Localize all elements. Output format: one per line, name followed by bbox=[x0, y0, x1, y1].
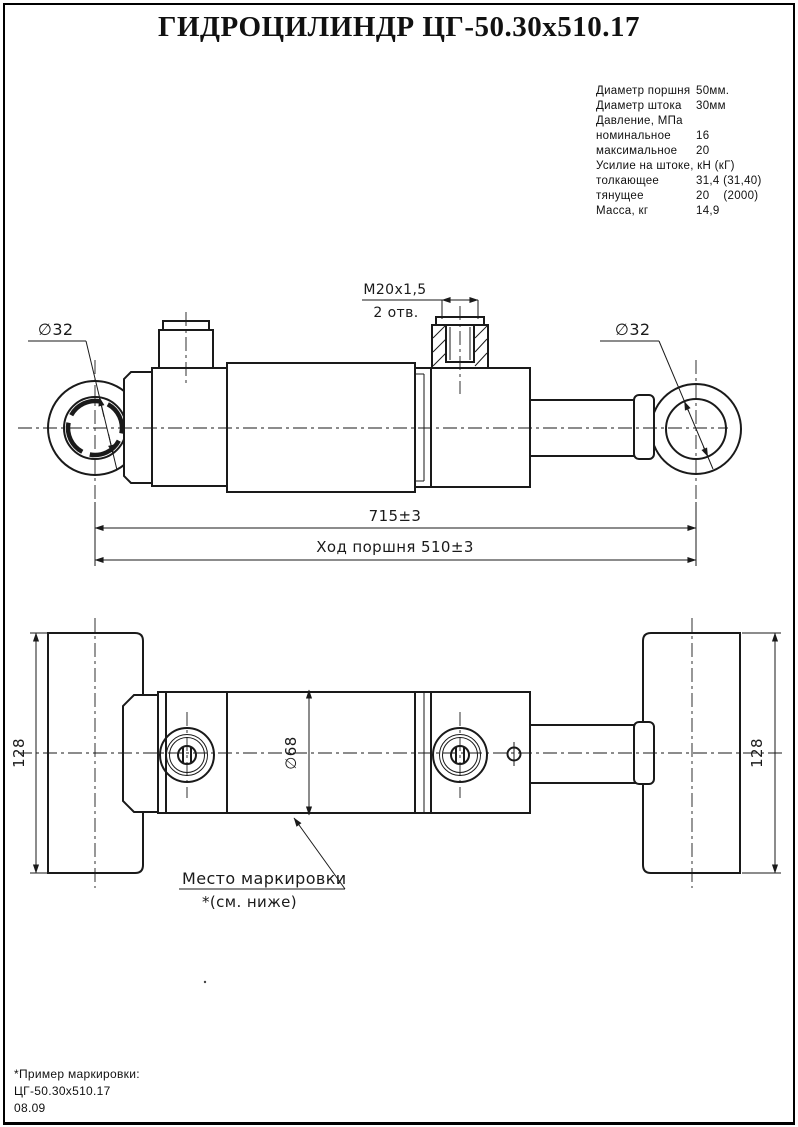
spec-label: толкающее bbox=[596, 175, 660, 187]
dim-right-width bbox=[742, 633, 781, 873]
spec-value: 30мм bbox=[696, 100, 726, 112]
label-marking-note: *(см. ниже) bbox=[202, 893, 298, 911]
label-left-width: 128 bbox=[10, 738, 28, 768]
spec-value: 20 (2000) bbox=[696, 190, 759, 202]
spec-label: Диаметр штока bbox=[596, 100, 682, 112]
spec-label: Масса, кг bbox=[596, 205, 649, 217]
rear-clevis-plate-plan bbox=[123, 695, 158, 812]
label-marking-place: Место маркировки bbox=[182, 869, 347, 888]
spec-label: Диаметр поршня bbox=[596, 85, 691, 97]
rear-cover bbox=[152, 368, 227, 486]
marking-example-title: *Пример маркировки: bbox=[14, 1067, 140, 1081]
marking-callout bbox=[179, 818, 347, 911]
spec-label: тянущее bbox=[596, 190, 644, 202]
spec-value: 14,9 bbox=[696, 205, 720, 217]
label-overall-length: 715±3 bbox=[368, 507, 422, 525]
page-title: ГИДРОЦИЛИНДР ЦГ-50.30х510.17 bbox=[158, 11, 640, 43]
spec-label: номинальное bbox=[596, 130, 671, 142]
cylinder-barrel bbox=[227, 363, 415, 492]
dim-stroke bbox=[95, 538, 696, 560]
label-port-count: 2 отв. bbox=[373, 305, 419, 321]
label-right-width: 128 bbox=[748, 738, 766, 768]
rear-clevis-plate bbox=[124, 372, 152, 483]
dim-overall-length bbox=[95, 502, 696, 566]
spec-label: максимальное bbox=[596, 145, 678, 157]
rod-collar bbox=[634, 395, 654, 459]
label-right-eye-dia: ∅32 bbox=[615, 320, 651, 339]
spec-label: Давление, МПа bbox=[596, 115, 683, 127]
spec-value: 31,4 (31,40) bbox=[696, 175, 762, 187]
front-cover bbox=[415, 368, 530, 487]
label-port-thread: М20х1,5 bbox=[363, 282, 427, 298]
stray-mark bbox=[204, 981, 206, 983]
dim-port-thread bbox=[362, 282, 478, 321]
piston-rod-plan bbox=[530, 725, 637, 783]
front-view bbox=[48, 317, 741, 492]
spec-value: 20 bbox=[696, 145, 710, 157]
spec-label: Усилие на штоке, кН (кГ) bbox=[596, 160, 735, 172]
marking-example bbox=[14, 1066, 140, 1117]
spec-value: 50мм. bbox=[696, 85, 730, 97]
marking-example-date: 08.09 bbox=[14, 1101, 46, 1115]
label-left-eye-dia: ∅32 bbox=[38, 320, 74, 339]
spec-value: 16 bbox=[696, 130, 710, 142]
label-barrel-dia: ∅68 bbox=[282, 736, 300, 770]
marking-example-code: ЦГ-50.30х510.17 bbox=[14, 1084, 111, 1098]
label-stroke: Ход поршня 510±3 bbox=[316, 538, 474, 556]
